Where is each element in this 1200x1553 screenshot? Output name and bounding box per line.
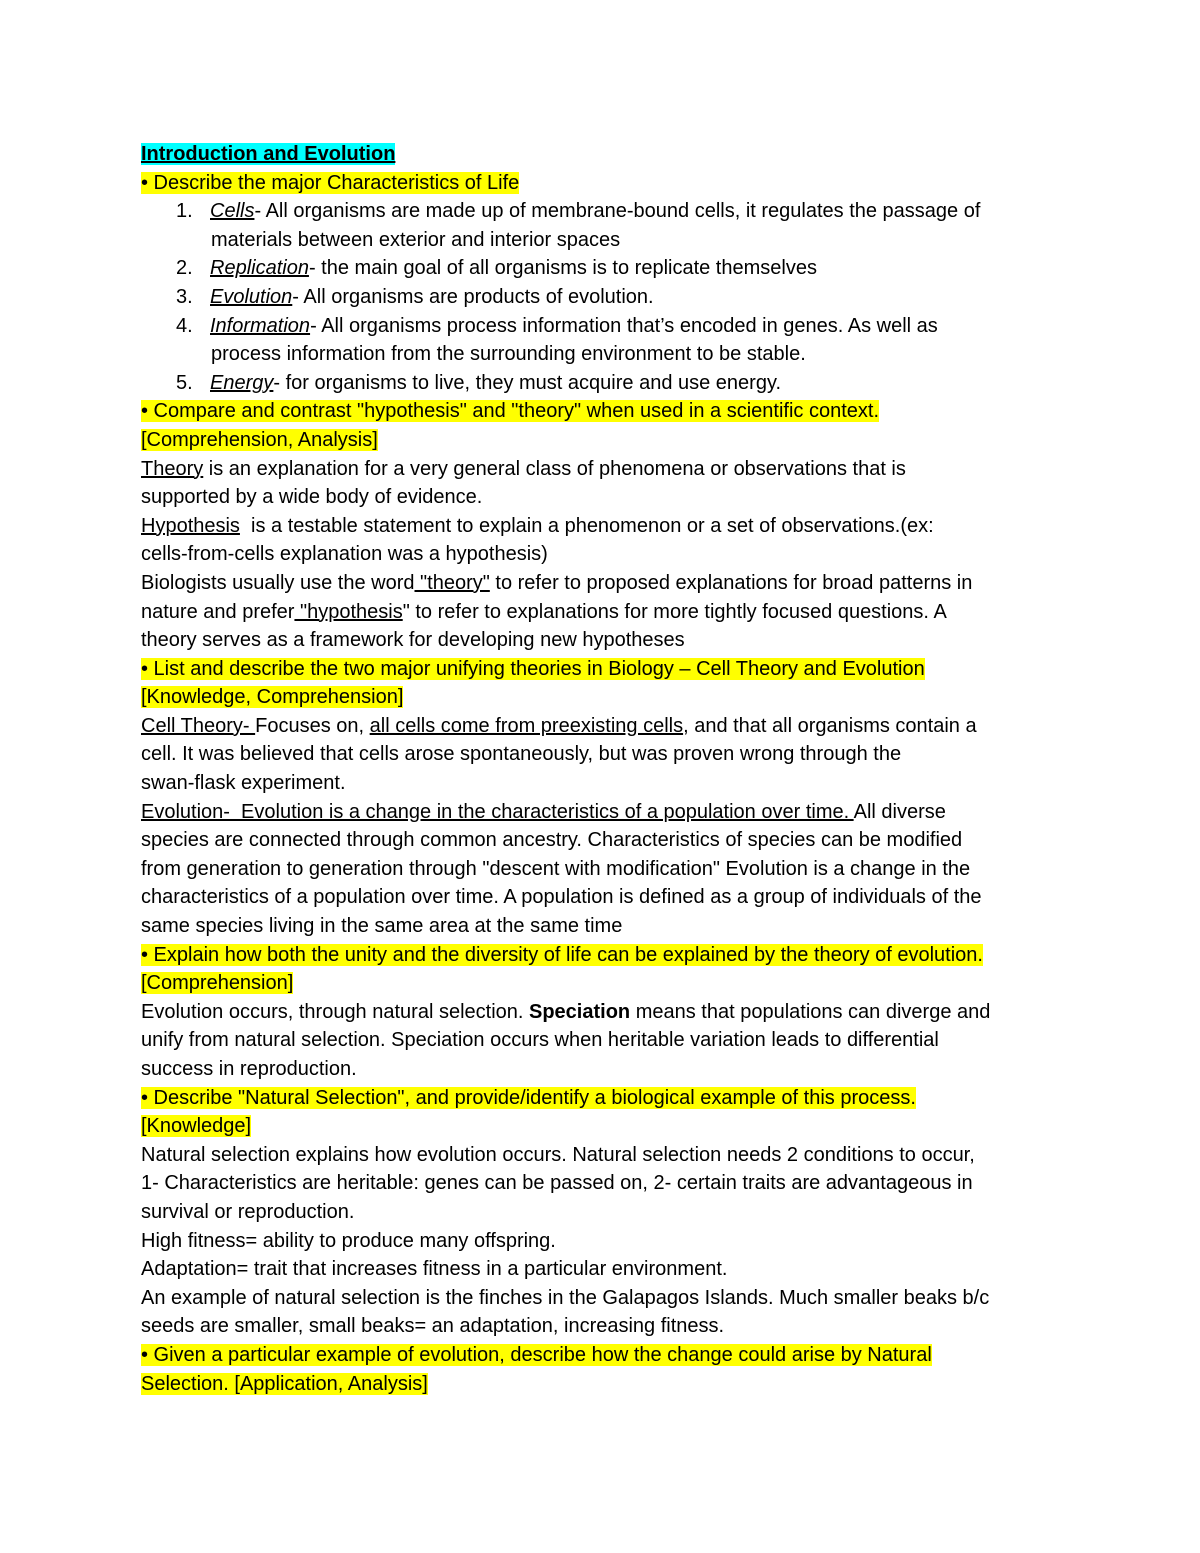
term-speciation: Speciation (529, 1000, 631, 1023)
example-paragraph-cont (141, 1312, 1071, 1341)
paragraph-text: species are connected through common ancestry. Characteristics of species can be modified (141, 829, 963, 852)
list-separator: - (310, 314, 322, 337)
paragraph-text: from generation to generation through "descent with modification" Evolution is a change in the (141, 857, 971, 880)
list-number: 3. (176, 285, 193, 308)
list-item-continuation (141, 226, 1071, 255)
paragraph-text: survival or reproduction. (141, 1200, 355, 1223)
paragraph-text: cell. It was believed that cells arose spontaneously, but was proven wrong through the (141, 743, 902, 766)
cell-theory-paragraph-cont (141, 740, 1071, 769)
objective-1 (141, 169, 1071, 198)
document-body (141, 140, 1071, 1398)
paragraph-text: to refer to proposed explanations for broad patterns in (489, 571, 973, 594)
underlined-text: all cells come from preexisting cells (369, 714, 684, 737)
cell-theory-paragraph (141, 712, 1071, 741)
objective-tags: [Knowledge] (141, 1115, 252, 1138)
list-text: the main goal of all organisms is to replicate themselves (321, 257, 817, 280)
list-number: 5. (176, 371, 193, 394)
hypothesis-definition (141, 512, 1071, 541)
list-term: Replication (210, 257, 309, 280)
objective-6-cont (141, 1370, 1071, 1399)
term-hypothesis: Hypothesis (141, 514, 240, 537)
objective-5 (141, 1084, 1071, 1113)
cell-theory-paragraph-cont (141, 769, 1071, 798)
objective-text: • List and describe the two major unifying theories in Biology – Cell Theory and Evolution (141, 657, 925, 680)
list-item (141, 197, 1071, 226)
list-text: All organisms are made up of membrane-bound cells, it regulates the passage of (265, 200, 981, 223)
list-number: 2. (176, 257, 193, 280)
list-number: 4. (176, 314, 193, 337)
list-item (141, 369, 1071, 398)
evolution-paragraph (141, 798, 1071, 827)
evolution-paragraph-cont (141, 826, 1071, 855)
paragraph-text: is a testable statement to explain a phenomenon or a set of observations.(ex: (239, 514, 934, 537)
paragraph-text: unify from natural selection. Speciation occurs when heritable variation leads to differential (141, 1029, 939, 1052)
term-evolution: Evolution- Evolution is a change in the characteristics of a population over time. (141, 800, 854, 823)
list-text: for organisms to live, they must acquire and use energy. (285, 371, 782, 394)
paragraph-text: An example of natural selection is the finches in the Galapagos Islands. Much smaller beaks b/c (141, 1286, 990, 1309)
paragraph-text: All diverse (853, 800, 946, 823)
list-number: 1. (176, 200, 193, 223)
list-text: materials between exterior and interior spaces (211, 228, 621, 251)
objective-text: • Describe "Natural Selection", and provide/identify a biological example of this process. (141, 1086, 916, 1109)
objective-tags: [Knowledge, Comprehension] (141, 686, 404, 709)
term-theory: Theory (141, 457, 204, 480)
paragraph-text: " to refer to explanations for more tightly focused questions. A (402, 600, 947, 623)
objective-tags: [Comprehension] (141, 972, 294, 995)
paragraph-text: , and that all organisms contain a (683, 714, 977, 737)
list-term: Evolution (210, 285, 293, 308)
paragraph-text: Natural selection explains how evolution occurs. Natural selection needs 2 conditions to occur, (141, 1143, 975, 1166)
paragraph-text: means that populations can diverge and (630, 1000, 991, 1023)
list-separator: - (273, 371, 286, 394)
biologists-paragraph-cont (141, 598, 1071, 627)
biologists-paragraph-cont (141, 626, 1071, 655)
paragraph-text: same species living in the same area at the same time (141, 915, 623, 938)
list-item (141, 283, 1071, 312)
speciation-paragraph (141, 998, 1071, 1027)
hypothesis-definition-cont (141, 540, 1071, 569)
objective-text: • Compare and contrast "hypothesis" and "theory" when used in a scientific context. (141, 400, 880, 423)
paragraph-text: success in reproduction. (141, 1058, 357, 1080)
paragraph-text: High fitness= ability to produce many offspring. (141, 1229, 556, 1252)
objective-text: • Describe the major Characteristics of Life (141, 171, 520, 194)
paragraph-text: theory serves as a framework for developing new hypotheses (141, 629, 685, 652)
objective-3 (141, 655, 1071, 684)
list-text: All organisms are products of evolution. (303, 285, 654, 308)
objective-5-tags (141, 1112, 1071, 1141)
list-text: All organisms process information that’s encoded in genes. As well as (321, 314, 938, 337)
adaptation-definition (141, 1255, 1071, 1284)
objective-tags: [Comprehension, Analysis] (141, 428, 378, 451)
paragraph-text: is an explanation for a very general class of phenomena or observations that is (203, 457, 906, 480)
speciation-paragraph-cont (141, 1055, 1071, 1084)
document-title: Introduction and Evolution (141, 143, 396, 165)
speciation-paragraph-cont (141, 1026, 1071, 1055)
paragraph-text: supported by a wide body of evidence. (141, 486, 483, 509)
fitness-definition (141, 1227, 1071, 1256)
list-term: Information (210, 314, 311, 337)
paragraph-text: seeds are smaller, small beaks= an adaptation, increasing fitness. (141, 1315, 725, 1338)
list-text: process information from the surrounding environment to be stable. (211, 343, 806, 366)
objective-4 (141, 941, 1071, 970)
quoted-term: "hypothesis (294, 600, 403, 623)
objective-3-tags (141, 683, 1071, 712)
paragraph-text: characteristics of a population over time. A population is defined as a group of individuals of the (141, 886, 982, 909)
natural-selection-paragraph-cont (141, 1198, 1071, 1227)
biologists-paragraph (141, 569, 1071, 598)
objective-tags: Selection. [Application, Analysis] (141, 1372, 428, 1395)
list-term: Energy (210, 371, 274, 394)
example-paragraph (141, 1284, 1071, 1313)
evolution-paragraph-cont (141, 883, 1071, 912)
paragraph-text: cells-from-cells explanation was a hypothesis) (141, 543, 548, 566)
heading-line (141, 140, 1071, 169)
evolution-paragraph-cont (141, 912, 1071, 941)
natural-selection-paragraph-cont (141, 1169, 1071, 1198)
natural-selection-paragraph (141, 1141, 1071, 1170)
paragraph-text: Biologists usually use the word (141, 571, 415, 594)
paragraph-text: Focuses on, (255, 714, 370, 737)
list-separator: - (254, 200, 266, 223)
theory-definition-cont (141, 483, 1071, 512)
list-separator: - (292, 285, 304, 308)
paragraph-text: 1- Characteristics are heritable: genes can be passed on, 2- certain traits are advantageous in (141, 1172, 973, 1195)
list-term: Cells (210, 200, 255, 223)
objective-2-tags (141, 426, 1071, 455)
list-item (141, 312, 1071, 341)
list-item-continuation (141, 340, 1071, 369)
objective-2 (141, 397, 1071, 426)
term-cell-theory: Cell Theory- (141, 714, 256, 737)
evolution-paragraph-cont (141, 855, 1071, 884)
objective-6 (141, 1341, 1071, 1370)
list-separator: - (308, 257, 322, 280)
paragraph-text: nature and prefer (141, 600, 295, 623)
paragraph-text: Evolution occurs, through natural selection. (141, 1000, 529, 1023)
quoted-term: "theory" (414, 571, 490, 594)
objective-4-tags (141, 969, 1071, 998)
paragraph-text: Adaptation= trait that increases fitness in a particular environment. (141, 1258, 728, 1281)
objective-text: • Given a particular example of evolution, describe how the change could arise by Natural (141, 1343, 932, 1366)
list-item (141, 254, 1071, 283)
objective-text: • Explain how both the unity and the diversity of life can be explained by the theory of evolution. (141, 943, 983, 966)
paragraph-text: swan-flask experiment. (141, 772, 346, 795)
theory-definition (141, 455, 1071, 484)
